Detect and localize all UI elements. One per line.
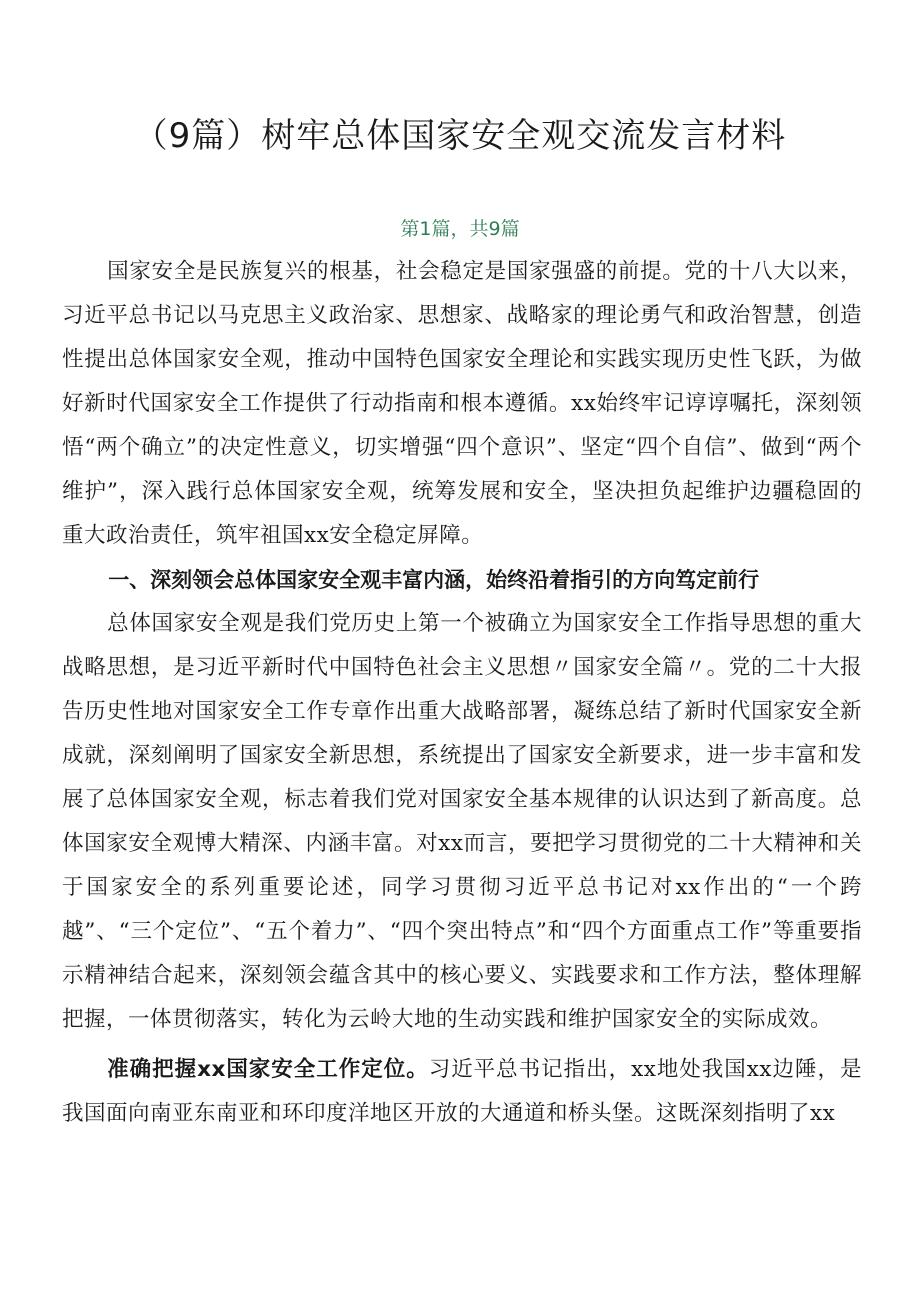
paragraph-positioning (62, 1048, 862, 1136)
paragraph-body-text: 习近平总书记指出，xx地处我国xx边陲，是我国面向南亚东南亚和环印度洋地区开放的大通道和桥头堡。这既深刻指明了xx (62, 1057, 862, 1126)
section-counter: 第1篇，共9篇 (400, 218, 520, 240)
paragraph-lead-text: 准确把握xx国家安全工作定位。 (107, 1057, 429, 1082)
document-body (62, 250, 862, 1136)
paragraph-overview: 总体国家安全观是我们党历史上第一个被确立为国家安全工作指导思想的重大战略思想，是习近平新时代中国特色社会主义思想〃国家安全篇〃。党的二十大报告历史性地对国家安全工作专章作出重大战略部署，凝练总结了新时代国家安全新成就，深刻阐明了国家安全新思想，系统提出了国家安全新要求，进一步丰富和发展了总体国家安全观，标志着我们党对国家安全基本规律的认识达到了新高度。总体国家安全观博大精深、内涵丰富。对xx而言，要把学习贯彻党的二十大精神和关于国家安全的系列重要论述，同学习贯彻习近平总书记对xx作出的“一个跨越”、“三个定位”、“五个着力”、“四个突出特点”和“四个方面重点工作”等重要指示精神结合起来，深刻领会蕴含其中的核心要义、实践要求和工作方法，整体理解把握，一体贯彻落实，转化为云岭大地的生动实践和维护国家安全的实际成效。 (62, 611, 862, 1032)
section-heading-1: 一、深刻领会总体国家安全观丰富内涵，始终沿着指引的方向笃定前行 (108, 568, 760, 592)
paragraph-intro: 国家安全是民族复兴的根基，社会稳定是国家强盛的前提。党的十八大以来，习近平总书记以马克思主义政治家、思想家、战略家的理论勇气和政治智慧，创造性提出总体国家安全观，推动中国特色国家安全理论和实践实现历史性飞跃，为做好新时代国家安全工作提供了行动指南和根本遵循。xx始终牢记谆谆嘱托，深刻领悟“两个确立”的决定性意义，切实增强“四个意识”、坚定“四个自信”、做到“两个维护”，深入践行总体国家安全观，统筹发展和安全，坚决担负起维护边疆稳固的重大政治责任，筑牢祖国xx安全稳定屏障。 (62, 259, 862, 548)
document-title: （9篇）树牢总体国家安全观交流发言材料 (133, 116, 787, 156)
